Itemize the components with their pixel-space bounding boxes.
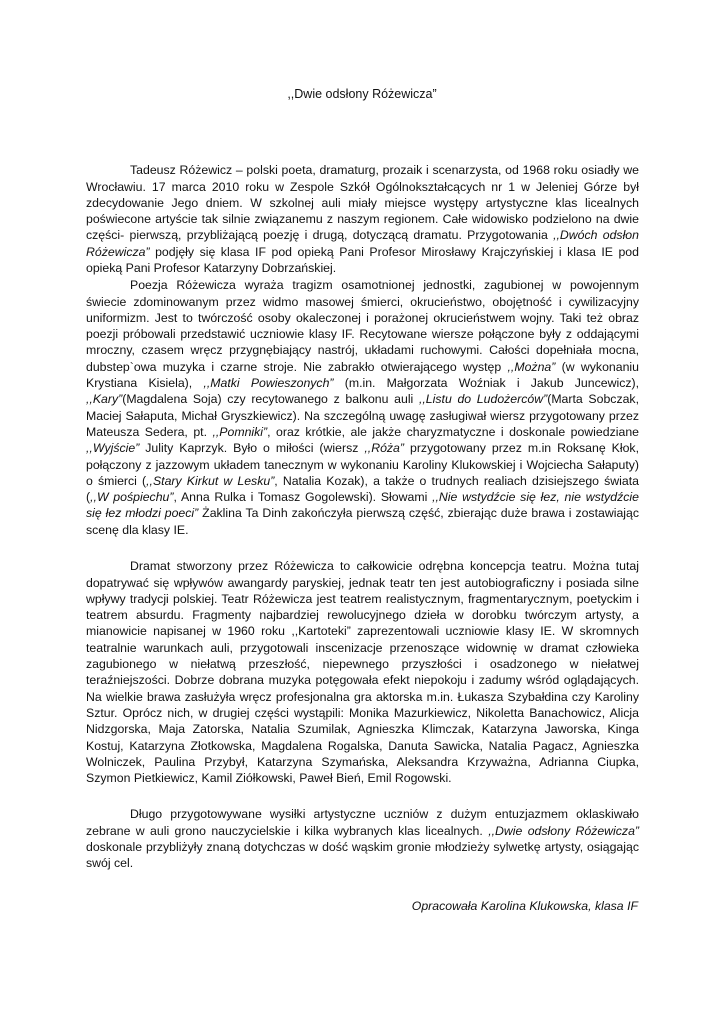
author-signature: Opracowała Karolina Klukowska, klasa IF (411, 899, 638, 913)
quoted-title: ,,Róża” (364, 441, 404, 456)
text-run: Julity Kaprzyk. Było o miłości (wiersz (139, 441, 365, 456)
text-run: podjęły się klasa IF pod opieką Pani Profesor Mirosławy Krajczyńskiej i klasa IE pod opieką Pani Profesor Katarzyny Dobrzańskiej. (86, 244, 639, 276)
text-run: Poezja Różewicza wyraża tragizm osamotnionej jednostki, zagubionej w powojennym świecie zdominowanym przez widmo masowej śmierci, okrucieństwo, obojętność i cywilizacyjny uniformizm. Jest to twórczość osoby okaleczonej i porażonej okrucieństwem wojny. Taki też obraz poezji próbowali przedstawić uczniowie klasy IF. Recytowane wiersze połączone były z oddającymi mroczny, czasem wręcz przygnębiający nastrój, układami ruchowymi. Całości dopełniała mocna, dubstep`owa muzyka i czarne stroje. Nie zabrakło otwierającego występ (86, 278, 639, 374)
text-run: doskonale przybliżyły znaną dotychczas w dość wąskim gronie młodzieży sylwetkę artysty, osiągając swój cel. (86, 839, 639, 871)
paragraph-conclusion (86, 806, 639, 871)
quoted-title: ,,Matki Powieszonych” (203, 376, 334, 391)
quoted-title: ,,Stary Kirkut w Lesku” (146, 473, 275, 488)
quoted-title: ,,W pośpiechu” (90, 490, 174, 505)
text-run: , Anna Rulka i Tomasz Gogolewski). Słowami (173, 490, 433, 505)
text-run: (m.in. Małgorzata Woźniak i Jakub Juncewicz), (333, 376, 640, 391)
paragraph-intro (86, 162, 639, 276)
quoted-title: ,,Dwie odsłony Różewicza” (488, 823, 640, 838)
document-title: ,,Dwie odsłony Różewicza” (287, 87, 437, 101)
text-run: Żaklina Ta Dinh zakończyła pierwszą część, zbierając duże brawa i zostawiając scenę dla klasy IE. (86, 506, 640, 537)
text-run: Tadeusz Różewicz – polski poeta, dramaturg, prozaik i scenarzysta, od 1968 roku osiadły we Wrocławiu. 17 marca 2010 roku w Zespole Szkół Ogólnokształcących nr 1 w Jeleniej Górze był zdecydowanie Jego dniem. W szkolnej auli miały miejsce występy artystyczne klas licealnych poświecone artyście tak silnie związanemu z naszym regionem. Całe widowisko podzielono na dwie części- pierwszą, przybliżającą poezję i drugą, dotyczącą dramatu. Przygotowania (86, 163, 639, 243)
text-run: (Marta Sobczak, Maciej Sałaputa, Michał Gryszkiewicz). Na szczególną uwagę zasługiwał wiersz przygotowany przez Mateusza Sedera, pt. (86, 392, 640, 439)
paragraph-poetry (86, 277, 639, 538)
quoted-title: ,,Można” (507, 359, 556, 374)
quoted-title: ,,Kary” (86, 392, 123, 407)
quoted-title: ,,Dwóch odsłon Różewicza” (86, 228, 639, 259)
text-run: (Magdalena Soja) czy recytowanego z balkonu auli (122, 392, 419, 407)
quoted-title: ,,Wyjście” (86, 441, 140, 456)
quoted-title: ,,Pomniki” (212, 424, 268, 439)
quoted-title: ,,Nie wstydźcie się łez, nie wstydźcie się łez młodzi poeci” (86, 490, 640, 521)
text-run: przygotowany przez m.in Roksanę Kłok, połączony z jazzowym układem tanecznym w wykonaniu Karoliny Klukowskiej i Wojciecha Sałaputy) o śmierci ( (86, 441, 639, 488)
text-run: Dramat stworzony przez Różewicza to całkowicie odrębna koncepcja teatru. Można tutaj dopatrywać się wpływów awangardy paryskiej, jednak teatr ten jest autobiograficzny i posiada silne wpływy tradycji polskiej. Teatr Różewicza jest teatrem realistycznym, fragmentarycznym, poetyckim i teatrem absurdu. Fragmenty najbardziej rewolucyjnego dzieła w dorobku twórczym artysty, a mianowicie napisanej w 1960 roku ,,Kartoteki” zaprezentowali uczniowie klasy IE. W skromnych teatralnie warunkach auli, przygotowali inscenizacje przenoszące widownię w dramat człowieka zagubionego w niełatwą przeszłość, niepewnego przyszłości i osadzonego w niełatwej teraźniejszości. Dobrze dobrana muzyka potęgowała efekt niepokoju i zadumy wśród oglądających. Na wielkie brawa zasłużyła wręcz profesjonalna gra aktorska m.in. Łukasza Szybałdina czy Karoliny Sztur. Oprócz nich, w drugiej części wystąpili: Monika Mazurkiewicz, Nikoletta Banachowicz, Alicja Nidzgorska, Maja Zatorska, Natalia Szumilak, Agnieszka Klimczak, Katarzyna Jaworska, Kinga Kostuj, Katarzyna Złotkowska, Magdalena Rogalska, Danuta Sawicka, Natalia Pagacz, Agnieszka Wolniczek, Paulina Przybył, Katarzyna Szymańska, Aleksandra Krzyważna, Adrianna Ciupka, Szymon Pietkiewicz, Kamil Ziółkowski, Paweł Bień, Emil Rogowski. (86, 559, 639, 786)
text-run: , Natalia Kozak), a także o trudnych realiach dzisiejszego świata ( (86, 473, 639, 505)
paragraph-drama (86, 558, 639, 786)
text-run: (w wykonaniu Krystiana Kisiela), (86, 359, 639, 391)
text-run: Długo przygotowywane wysiłki artystyczne uczniów z dużym entuzjazmem oklaskiwało zebrane w auli grono nauczycielskie i kilka wybranych klas licealnych. (86, 807, 639, 838)
quoted-title: ,,Listu do Ludożerców” (418, 392, 548, 407)
text-run: , oraz krótkie, ale jakże charyzmatyczne i doskonale powiedziane (267, 424, 639, 439)
